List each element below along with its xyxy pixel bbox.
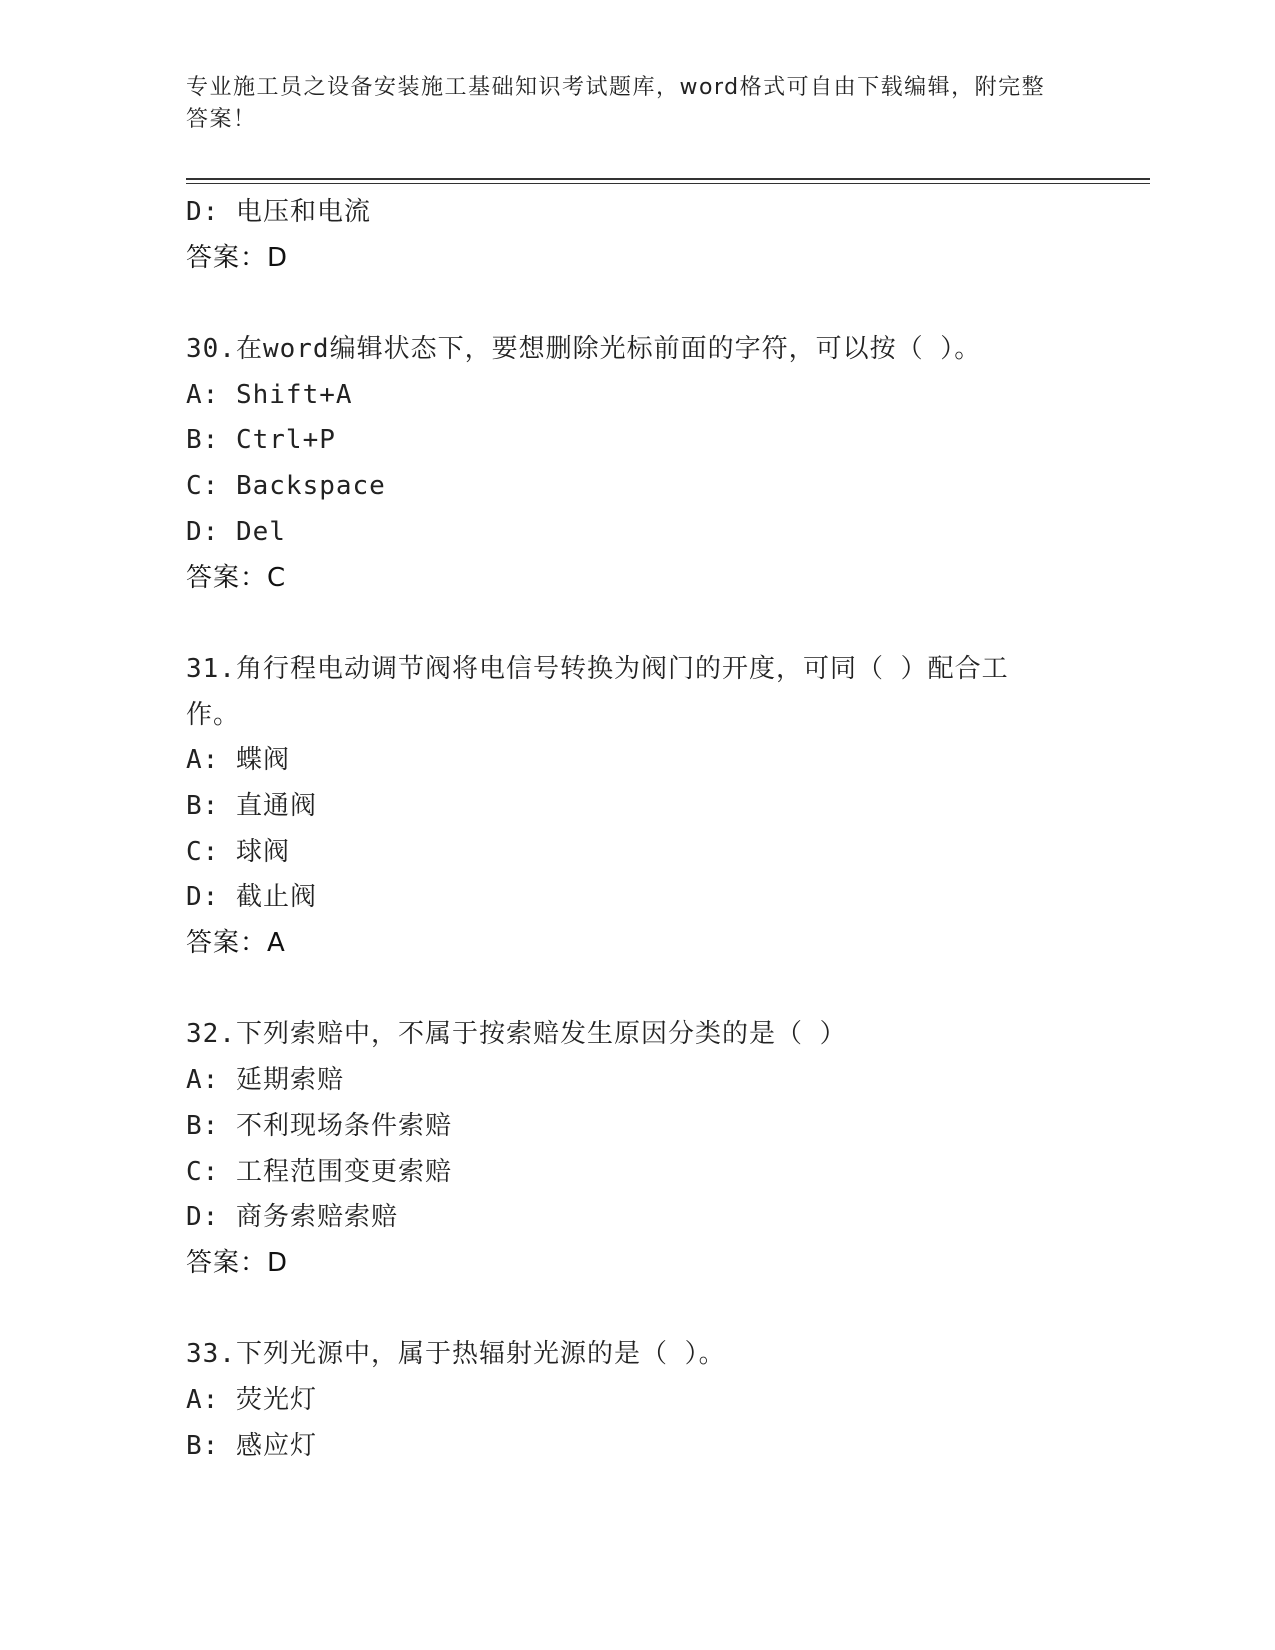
option-c: C: 工程范围变更索赔: [186, 1156, 452, 1187]
option-a: A: 延期索赔: [186, 1065, 344, 1096]
answer: 答案：D: [186, 1247, 289, 1278]
option-a: A: 荧光灯: [186, 1384, 317, 1415]
question-title: 32.下列索赔中，不属于按索赔发生原因分类的是（ ）: [186, 1019, 847, 1050]
option-b: B: 直通阀: [186, 790, 317, 821]
option-d: D: 电压和电流: [186, 197, 371, 227]
question-32: [186, 1012, 1086, 1286]
option-b: B: 感应灯: [186, 1430, 317, 1461]
option-b: B: Ctrl+P: [186, 425, 336, 456]
option-c: C: 球阀: [186, 836, 290, 867]
header-divider-thin: [186, 183, 1150, 184]
document-content: [186, 190, 1086, 1469]
header-divider: [186, 178, 1150, 180]
option-a: A: Shift+A: [186, 379, 353, 410]
question-title: 31.角行程电动调节阀将电信号转换为阀门的开度，可同（ ）配合工作。: [186, 653, 1009, 730]
option-d: D: 商务索赔索赔: [186, 1202, 398, 1233]
option-d: D: 截止阀: [186, 882, 317, 913]
answer: 答案：D: [186, 242, 289, 273]
answer: 答案：C: [186, 562, 287, 593]
question-31: [186, 647, 1086, 967]
option-b: B: 不利现场条件索赔: [186, 1110, 452, 1141]
answer: 答案：A: [186, 928, 286, 959]
option-a: A: 蝶阀: [186, 745, 290, 776]
question-33: [186, 1332, 1086, 1469]
page-header: 专业施工员之设备安装施工基础知识考试题库，word格式可自由下载编辑，附完整答案！: [186, 75, 1046, 132]
question-30: [186, 327, 1086, 601]
question-title: 30.在word编辑状态下，要想删除光标前面的字符，可以按（ ）。: [186, 334, 982, 365]
question-title: 33.下列光源中，属于热辐射光源的是（ ）。: [186, 1339, 726, 1370]
option-c: C: Backspace: [186, 471, 386, 502]
option-d: D: Del: [186, 516, 286, 547]
